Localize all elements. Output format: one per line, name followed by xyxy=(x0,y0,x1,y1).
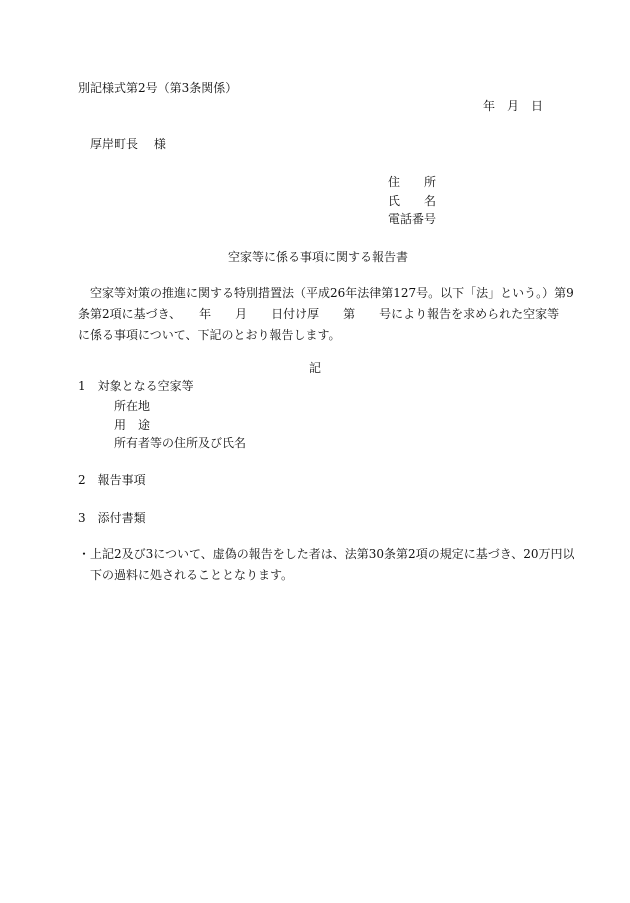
body-paragraph xyxy=(78,283,574,346)
section-1-item-use: 用 途 xyxy=(114,418,151,432)
body-line: に係る事項について、下記のとおり報告します。 xyxy=(78,328,341,342)
section-1-heading: 1 対象となる空家等 xyxy=(78,379,194,393)
address-label: 住 所 xyxy=(388,175,437,189)
section-3-heading: 3 添付書類 xyxy=(78,511,146,525)
note-line: 下の過料に処されることとなります。 xyxy=(90,568,294,582)
phone-label: 電話番号 xyxy=(388,212,437,226)
section-1-item-owner: 所有者等の住所及び氏名 xyxy=(114,436,247,450)
section-2-heading: 2 報告事項 xyxy=(78,473,146,487)
recipient: 厚岸町長 様 xyxy=(90,137,166,151)
section-1-item-location: 所在地 xyxy=(114,399,151,413)
note-line: ・上記2及び3について、虚偽の報告をした者は、法第30条第2項の規定に基づき、20万円以 xyxy=(78,547,575,561)
date-line: 年 月 日 xyxy=(483,99,544,113)
page-title: 空家等に係る事項に関する報告書 xyxy=(228,250,409,264)
penalty-note xyxy=(78,544,575,586)
body-line: 空家等対策の推進に関する特別措置法（平成26年法律第127号。以下「法」という。）第9 xyxy=(90,286,574,300)
ki-heading: 記 xyxy=(309,361,322,375)
body-line: 条第2項に基づき、 年 月 日付け厚 第 号により報告を求められた空家等 xyxy=(78,307,560,321)
name-label: 氏 名 xyxy=(388,194,437,208)
form-label: 別記様式第2号（第3条関係） xyxy=(78,81,238,95)
